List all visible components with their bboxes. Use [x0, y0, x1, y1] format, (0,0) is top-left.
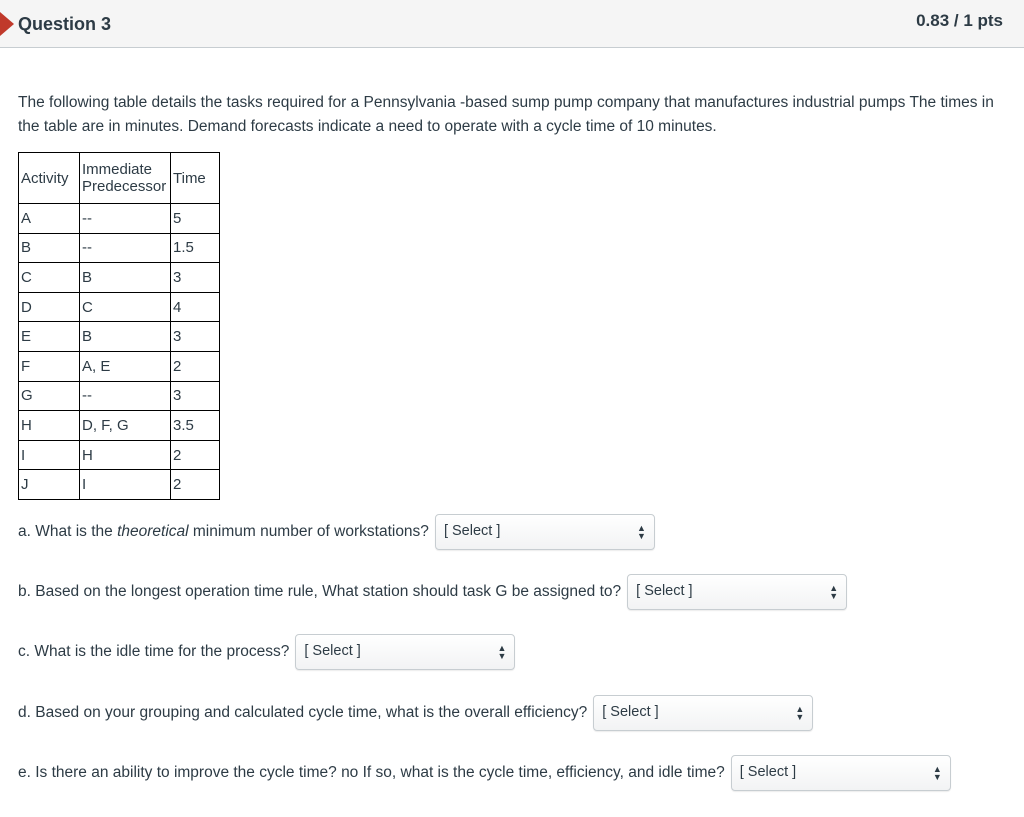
activity-cell: D	[19, 292, 80, 322]
select-label: [ Select ]	[602, 704, 659, 720]
question-a	[18, 514, 655, 550]
time-header: Time	[171, 153, 220, 204]
question-header	[0, 0, 1024, 48]
select-arrows-icon: ▲ ▼	[795, 704, 805, 722]
activity-header: Activity	[19, 153, 80, 204]
predecessor-header-line2: Predecessor	[82, 178, 167, 195]
question-b	[18, 574, 847, 610]
predecessor-cell: D, F, G	[80, 411, 171, 441]
predecessor-cell: I	[80, 470, 171, 500]
time-cell: 3	[171, 381, 220, 411]
activity-cell: B	[19, 233, 80, 263]
predecessor-cell: B	[80, 322, 171, 352]
predecessor-cell: --	[80, 204, 171, 234]
predecessor-cell: --	[80, 381, 171, 411]
question-title: Question 3	[18, 14, 112, 34]
question-c-select[interactable]	[295, 634, 515, 670]
question-c-text: c. What is the idle time for the process?	[18, 643, 290, 660]
predecessor-cell: B	[80, 263, 171, 293]
predecessor-cell: H	[80, 440, 171, 470]
question-b-text: b. Based on the longest operation time rule, What station should task G be assigned to?	[18, 583, 622, 600]
question-d-text: d. Based on your grouping and calculated cycle time, what is the overall efficiency?	[18, 704, 588, 721]
time-cell: 4	[171, 292, 220, 322]
table-row	[19, 440, 220, 470]
table-row	[19, 233, 220, 263]
predecessor-header-line1: Immediate	[82, 161, 153, 178]
select-arrows-icon: ▲ ▼	[637, 523, 646, 541]
task-table	[18, 152, 220, 500]
question-d-select[interactable]	[593, 695, 813, 731]
time-cell: 1.5	[171, 233, 220, 263]
time-cell: 3	[171, 263, 220, 293]
question-b-select[interactable]	[627, 574, 847, 610]
question-e	[18, 755, 951, 791]
table-row	[19, 470, 220, 500]
question-intro: The following table details the tasks required for a Pennsylvania -based sump pump company that manufactures industrial pumps The times in the table are in minutes. Demand forecasts indicate a need to operate with a cycle time of 10 minutes.	[18, 94, 994, 135]
activity-cell: G	[19, 381, 80, 411]
time-cell: 5	[171, 204, 220, 234]
table-row	[19, 351, 220, 381]
activity-cell: J	[19, 470, 80, 500]
question-e-select[interactable]	[731, 755, 951, 791]
activity-cell: I	[19, 440, 80, 470]
time-cell: 2	[171, 440, 220, 470]
predecessor-cell: --	[80, 233, 171, 263]
activity-cell: H	[19, 411, 80, 441]
incorrect-marker-icon	[0, 12, 14, 36]
predecessor-header	[80, 153, 171, 204]
time-cell: 2	[171, 470, 220, 500]
question-a-pre: a. What is the	[18, 523, 118, 540]
question-a-emphasis: theoretical	[117, 523, 189, 540]
question-d	[18, 695, 813, 731]
select-label: [ Select ]	[636, 583, 693, 599]
activity-cell: E	[19, 322, 80, 352]
select-label: [ Select ]	[443, 523, 501, 539]
predecessor-cell: C	[80, 292, 171, 322]
select-label: [ Select ]	[304, 643, 361, 659]
activity-cell: C	[19, 263, 80, 293]
table-row	[19, 381, 220, 411]
time-cell: 3.5	[171, 411, 220, 441]
select-arrows-icon: ▲ ▼	[497, 643, 507, 661]
select-arrows-icon: ▲ ▼	[829, 583, 839, 601]
table-row	[19, 204, 220, 234]
table-row	[19, 322, 220, 352]
question-points: 0.83 / 1 pts	[916, 11, 1003, 30]
time-cell: 3	[171, 322, 220, 352]
time-cell: 2	[171, 351, 220, 381]
select-arrows-icon: ▲ ▼	[932, 764, 942, 782]
table-row	[19, 292, 220, 322]
select-label: [ Select ]	[739, 764, 797, 780]
activity-cell: F	[19, 351, 80, 381]
table-row	[19, 263, 220, 293]
question-c	[18, 634, 515, 670]
question-a-post: minimum number of workstations?	[188, 523, 429, 540]
question-a-text	[18, 523, 429, 541]
table-header-row	[19, 153, 220, 204]
table-row	[19, 411, 220, 441]
question-e-text: e. Is there an ability to improve the cycle time? no If so, what is the cycle time, efficiency, and idle time?	[18, 764, 725, 781]
predecessor-cell: A, E	[80, 351, 171, 381]
question-a-select[interactable]	[435, 514, 655, 550]
activity-cell: A	[19, 204, 80, 234]
